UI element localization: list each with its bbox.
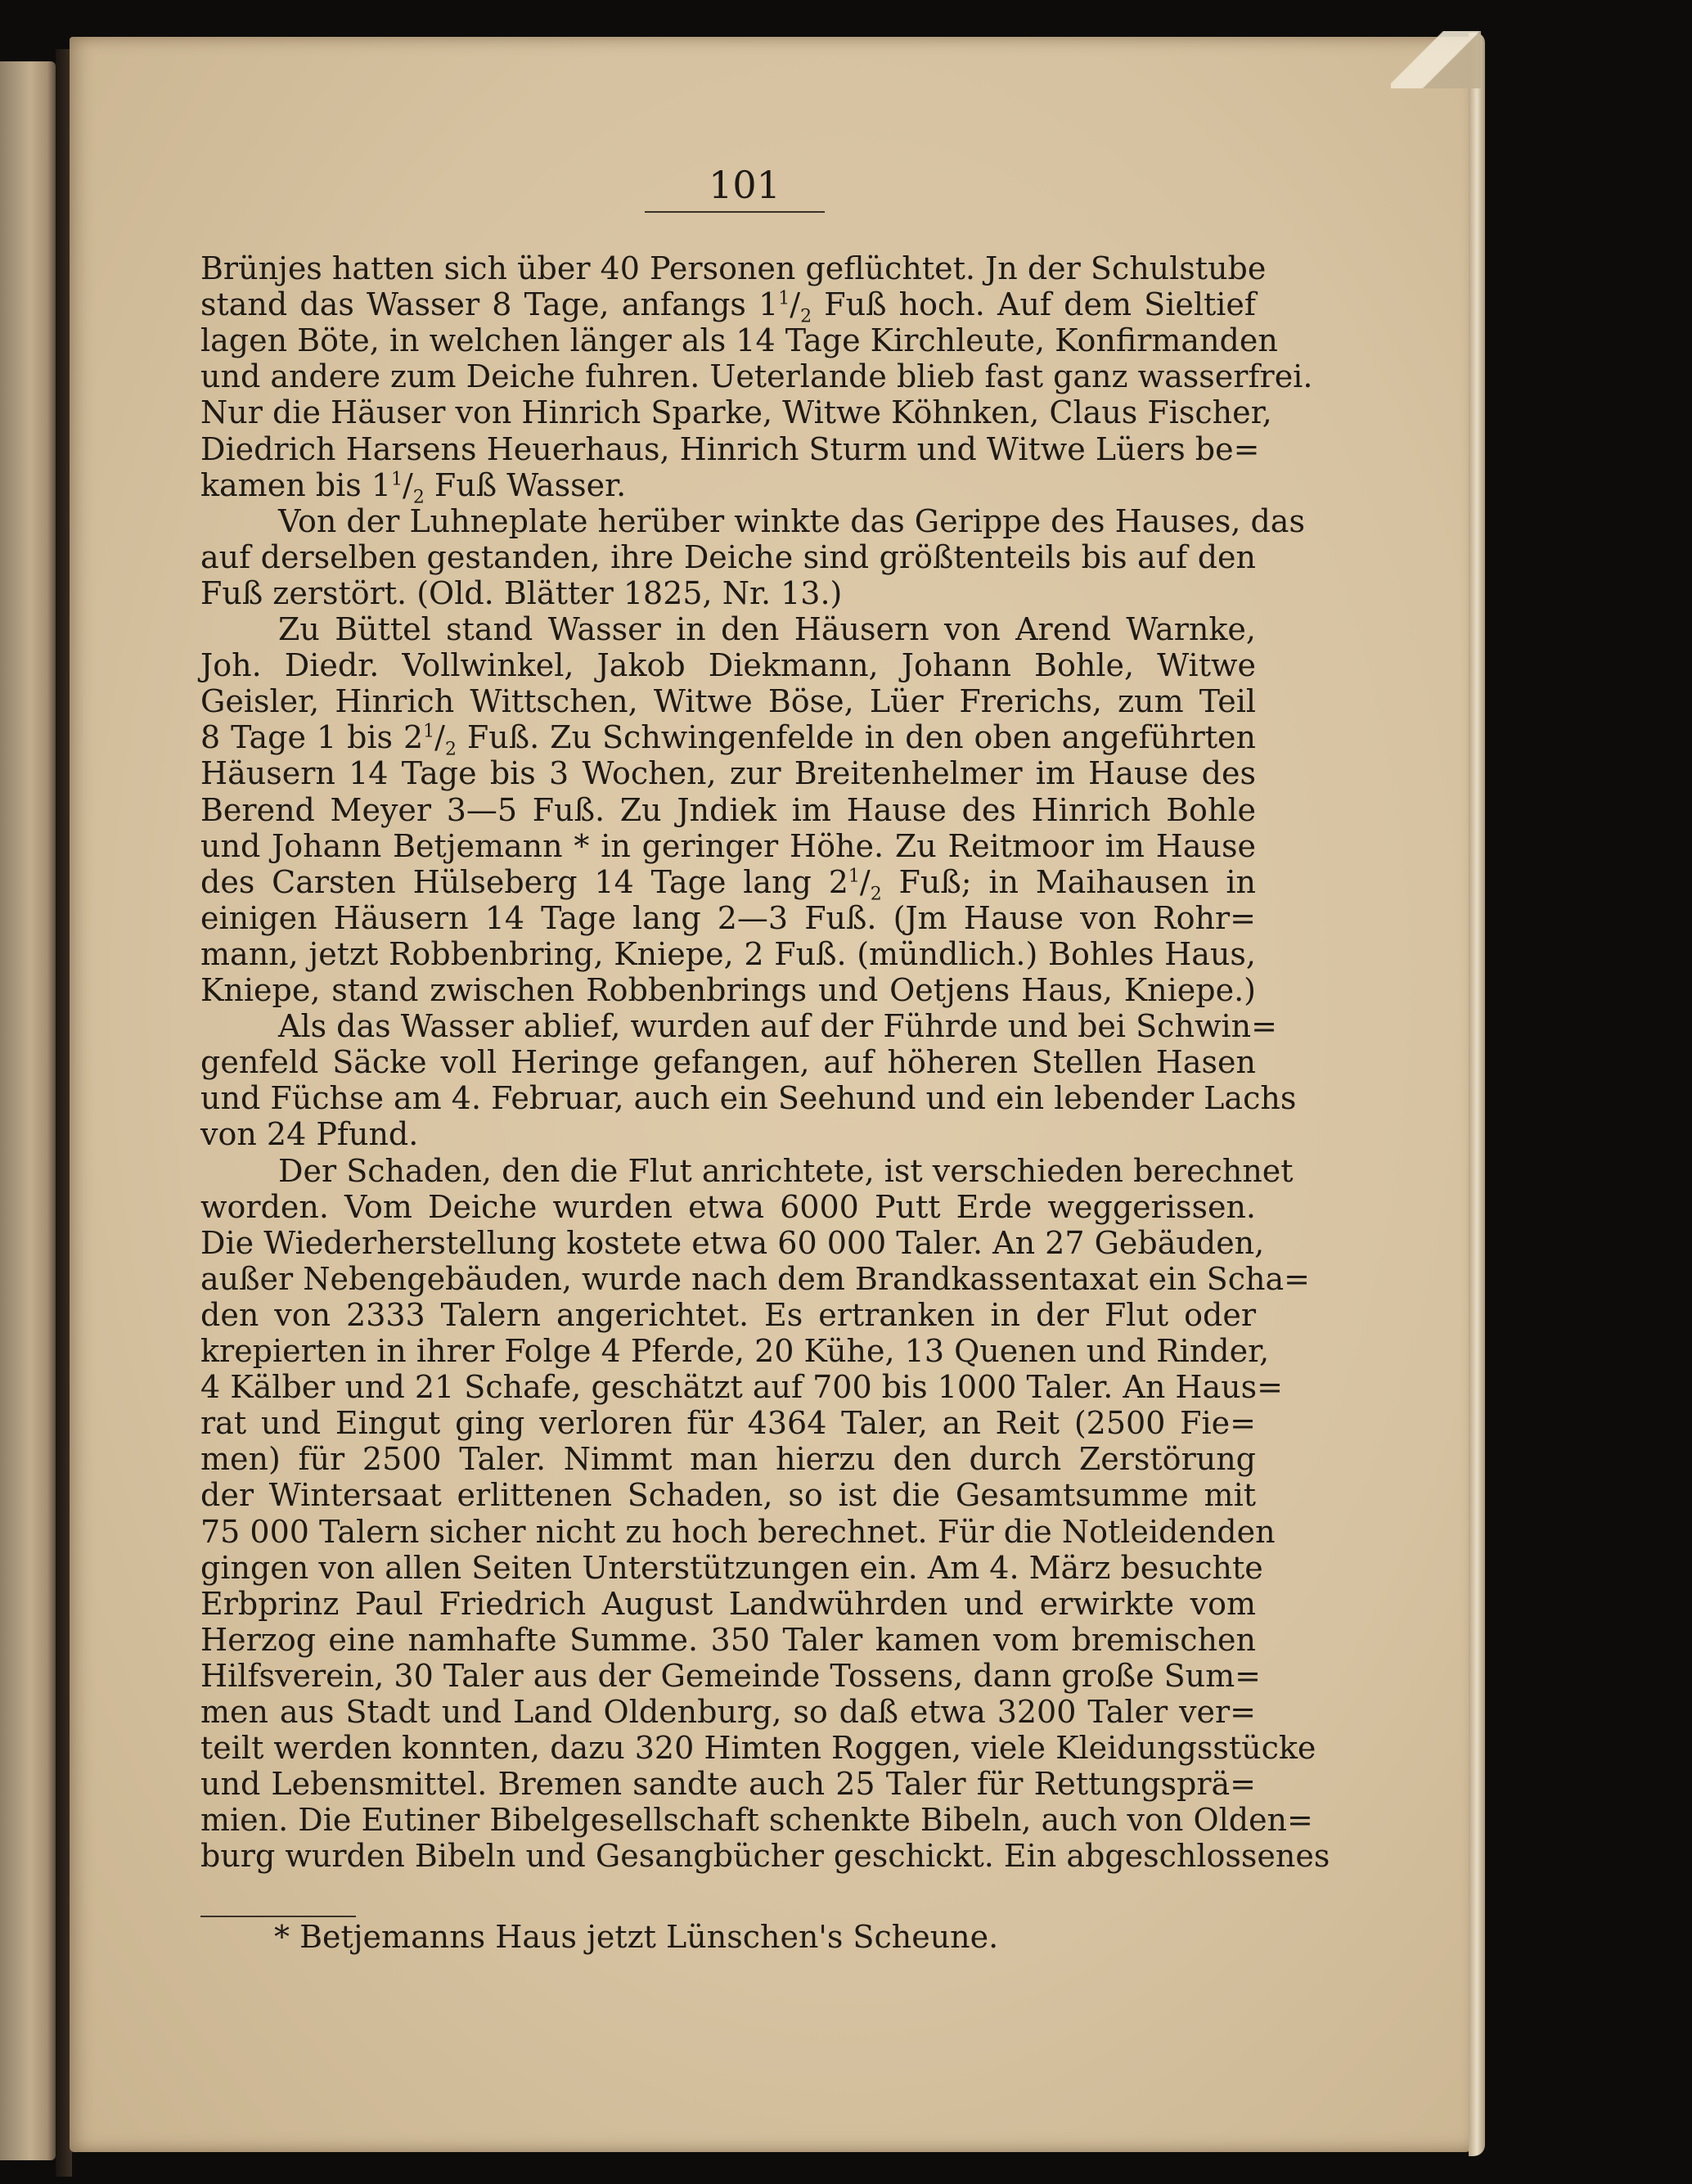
- text-line: mann, jetzt Robbenbring, Kniepe, 2 Fuß. (mündlich.) Bohles Haus,: [200, 935, 1256, 972]
- text-line: burg wurden Bibeln und Gesangbücher geschickt. Ein abgeschlossenes: [200, 1838, 1330, 1875]
- text-line: Joh. Diedr. Vollwinkel, Jakob Diekmann, Johann Bohle, Witwe: [200, 647, 1256, 684]
- text-line: 75 000 Talern sicher nicht zu hoch berechnet. Für die Notleidenden: [200, 1513, 1276, 1550]
- text-line: Brünjes hatten sich über 40 Personen geflüchtet. Jn der Schulstube: [200, 250, 1267, 286]
- text-line: außer Nebengebäuden, wurde nach dem Brandkassentaxat ein Scha=: [200, 1260, 1310, 1297]
- text-line: und Füchse am 4. Februar, auch ein Seehund und ein lebender Lachs: [200, 1080, 1297, 1117]
- page-edge: [1469, 33, 1485, 2156]
- text-line: Kniepe, stand zwischen Robbenbrings und Oetjens Haus, Kniepe.): [200, 972, 1256, 1008]
- text-line: rat und Eingut ging verloren für 4364 Taler, an Reit (2500 Fie=: [200, 1405, 1256, 1442]
- text-line: Fuß zerstört. (Old. Blätter 1825, Nr. 13.): [200, 574, 843, 611]
- text-line: Diedrich Harsens Heuerhaus, Hinrich Sturm und Witwe Lüers be=: [200, 430, 1260, 467]
- text-line: kamen bis $1^1/_2$ Fuß Wasser.: [200, 466, 627, 508]
- text-line: auf derselben gestanden, ihre Deiche sind größtenteils bis auf den: [200, 538, 1256, 575]
- text-line: teilt werden konnten, dazu 320 Himten Roggen, viele Kleidungsstücke: [200, 1730, 1316, 1767]
- text-line: von 24 Pfund.: [200, 1116, 419, 1153]
- text-line: Berend Meyer 3—5 Fuß. Zu Jndiek im Hause des Hinrich Bohle: [200, 791, 1256, 828]
- footnote: * Betjemanns Haus jetzt Lünschen's Scheune.: [274, 1919, 999, 1955]
- text-line: mien. Die Eutiner Bibelgesellschaft schenkte Bibeln, auch von Olden=: [200, 1802, 1313, 1839]
- text-line: und andere zum Deiche fuhren. Ueterlande blieb fast ganz wasserfrei.: [200, 358, 1313, 395]
- text-line: Häusern 14 Tage bis 3 Wochen, zur Breitenhelmer im Hause des: [200, 755, 1256, 792]
- text-line: Erbprinz Paul Friedrich August Landwührden und erwirkte vom: [200, 1585, 1256, 1622]
- page-corner: [1391, 31, 1481, 88]
- text-line: Als das Wasser ablief, wurden auf der Führde und bei Schwin=: [278, 1008, 1277, 1045]
- text-line: 8 Tage 1 bis $2^1/_2$ Fuß. Zu Schwingenfelde in den oben angeführten: [200, 719, 1256, 760]
- text-line: genfeld Säcke voll Heringe gefangen, auf höheren Stellen Hasen: [200, 1044, 1256, 1081]
- text-line: stand das Wasser 8 Tage, anfangs $1^1/_2$ Fuß hoch. Auf dem Sieltief: [200, 286, 1256, 327]
- text-line: des Carsten Hülseberg 14 Tage lang $2^1/_2$ Fuß; in Maihausen in: [200, 863, 1256, 905]
- text-line: Geisler, Hinrich Wittschen, Witwe Böse, Lüer Frerichs, zum Teil: [200, 683, 1256, 720]
- text-line: und Johann Betjemann * in geringer Höhe. Zu Reitmoor im Hause: [200, 827, 1256, 864]
- text-line: Die Wiederherstellung kostete etwa 60 000 Taler. An 27 Gebäuden,: [200, 1224, 1265, 1261]
- text-line: krepierten in ihrer Folge 4 Pferde, 20 Kühe, 13 Quenen und Rinder,: [200, 1333, 1270, 1369]
- text-line: Von der Luhneplate herüber winkte das Gerippe des Hauses, das: [278, 502, 1305, 539]
- text-line: men) für 2500 Taler. Nimmt man hierzu den durch Zerstörung: [200, 1441, 1256, 1478]
- text-line: men aus Stadt und Land Oldenburg, so daß etwa 3200 Taler ver=: [200, 1694, 1256, 1730]
- text-line: 4 Kälber und 21 Schafe, geschätzt auf 700 bis 1000 Taler. An Haus=: [200, 1369, 1283, 1406]
- page-number-rule: [645, 211, 825, 213]
- text-line: den von 2333 Talern angerichtet. Es ertranken in der Flut oder: [200, 1296, 1256, 1333]
- text-line: Nur die Häuser von Hinrich Sparke, Witwe Köhnken, Claus Fischer,: [200, 394, 1272, 431]
- text-line: Zu Büttel stand Wasser in den Häusern von Arend Warnke,: [278, 611, 1256, 647]
- text-line: worden. Vom Deiche wurden etwa 6000 Putt Erde weggerissen.: [200, 1188, 1256, 1225]
- footnote-rule: [200, 1916, 356, 1917]
- text-line: lagen Böte, in welchen länger als 14 Tage Kirchleute, Konfirmanden: [200, 322, 1278, 359]
- text-line: Der Schaden, den die Flut anrichtete, ist verschieden berechnet: [278, 1152, 1294, 1189]
- text-line: Herzog eine namhafte Summe. 350 Taler kamen vom bremischen: [200, 1621, 1256, 1658]
- text-line: Hilfsverein, 30 Taler aus der Gemeinde Tossens, dann große Sum=: [200, 1657, 1262, 1694]
- text-line: der Wintersaat erlittenen Schaden, so ist die Gesamtsumme mit: [200, 1477, 1256, 1514]
- left-page-edge: [0, 61, 56, 2160]
- page-number: 101: [709, 163, 781, 207]
- text-line: und Lebensmittel. Bremen sandte auch 25 Taler für Rettungsprä=: [200, 1766, 1256, 1803]
- text-line: gingen von allen Seiten Unterstützungen ein. Am 4. März besuchte: [200, 1549, 1263, 1586]
- text-line: einigen Häusern 14 Tage lang 2—3 Fuß. (Jm Hause von Rohr=: [200, 899, 1256, 936]
